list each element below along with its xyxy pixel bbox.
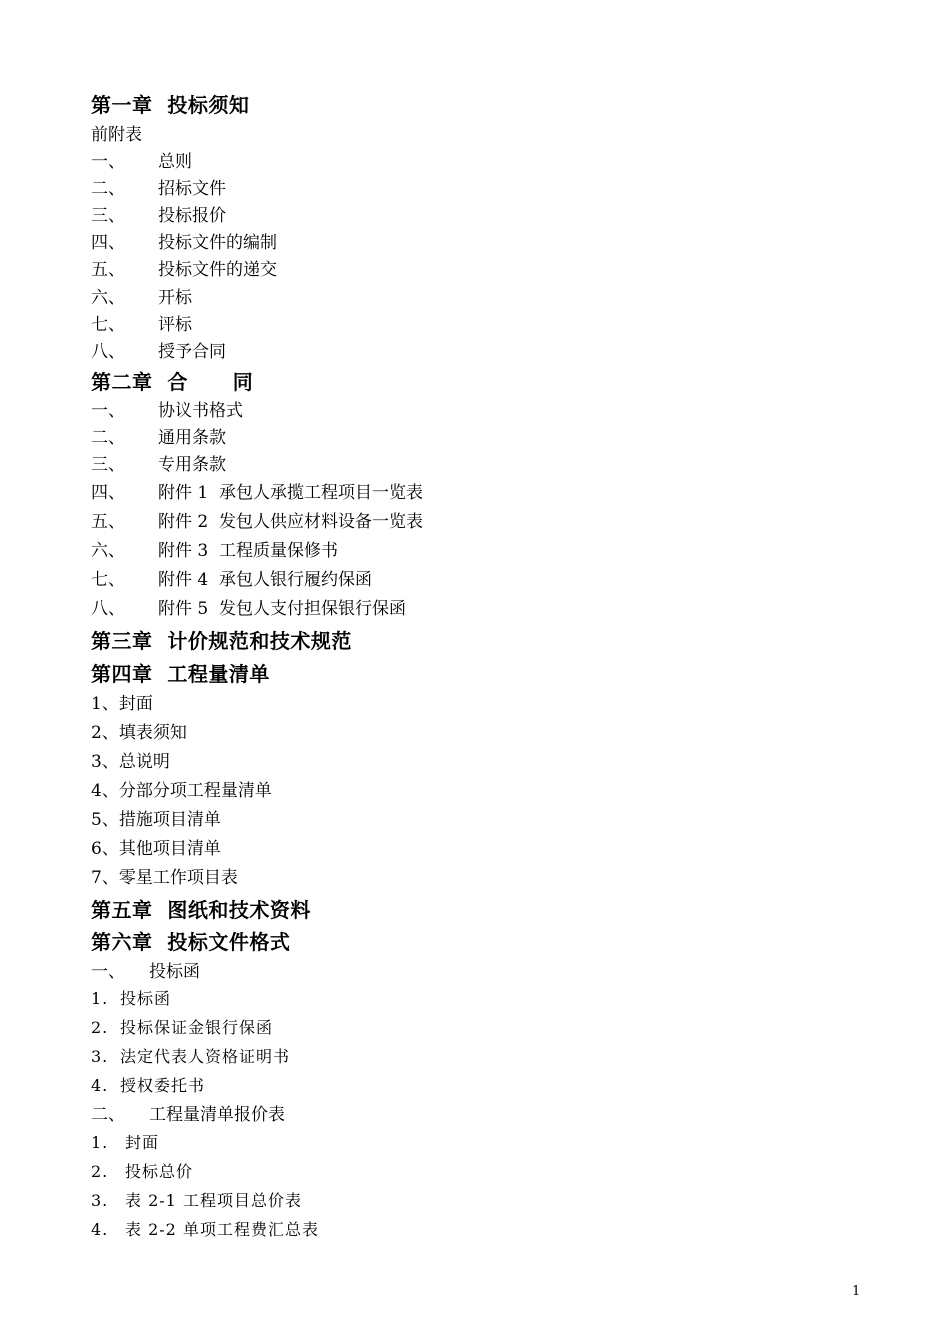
list-item: 4、分部分项工程量清单: [91, 781, 272, 801]
sub-item-number: 1.: [91, 989, 109, 1008]
sub-item-text: 投标函: [120, 989, 172, 1008]
section-text: 投标函: [149, 962, 200, 982]
list-item: 2、填表须知: [91, 723, 187, 743]
item-text: 附件 4 承包人银行履约保函: [158, 570, 373, 590]
list-item: 6、其他项目清单: [91, 839, 221, 859]
page-number: 1: [852, 1284, 861, 1299]
sub-item-number: 4.: [91, 1220, 109, 1239]
section-number: 一、: [91, 962, 125, 982]
item-text: 授予合同: [158, 342, 226, 362]
item-text: 评标: [158, 315, 192, 335]
item-text: 专用条款: [158, 455, 226, 475]
sub-item-text: 授权委托书: [120, 1076, 206, 1095]
item-text: 附件 5 发包人支付担保银行保函: [158, 599, 407, 619]
item-number: 三、: [91, 455, 125, 475]
item-text: 招标文件: [158, 179, 226, 199]
list-item: 3、总说明: [91, 752, 170, 772]
item-text: 投标报价: [158, 206, 226, 226]
item-number: 五、: [91, 512, 125, 532]
toc-item: [91, 262, 277, 279]
toc-item: [91, 154, 192, 171]
sub-item: [91, 1078, 205, 1094]
item-number: 八、: [91, 342, 125, 362]
sub-item-number: 1.: [91, 1133, 109, 1152]
item-number: 一、: [91, 152, 125, 172]
item-number: 三、: [91, 206, 125, 226]
sub-item: [91, 991, 171, 1007]
sub-item: [91, 1020, 273, 1036]
item-text: 协议书格式: [158, 401, 243, 421]
item-text: 总则: [158, 152, 192, 172]
sub-item-number: 2.: [91, 1162, 109, 1181]
item-text: 通用条款: [158, 428, 226, 448]
toc-item: [91, 235, 277, 252]
front-table-heading: 前附表: [91, 125, 142, 145]
item-text: 附件 2 发包人供应材料设备一览表: [158, 512, 424, 532]
sub-item-number: 3.: [91, 1191, 109, 1210]
sub-item-number: 4.: [91, 1076, 109, 1095]
list-item: 7、零星工作项目表: [91, 868, 238, 888]
toc-item: [91, 457, 226, 474]
toc-item: [91, 344, 226, 361]
chapter-1-title: 第一章 投标须知: [91, 93, 250, 117]
toc-item: [91, 514, 423, 531]
sub-item: [91, 1193, 302, 1209]
chapter-2-title: 第二章 合 同: [91, 370, 254, 394]
sub-item: [91, 1049, 290, 1065]
section-heading: [91, 1107, 285, 1124]
sub-item: [91, 1222, 319, 1238]
item-number: 六、: [91, 288, 125, 308]
toc-item: [91, 430, 226, 447]
toc-item: [91, 181, 226, 198]
chapter-4-title: 第四章 工程量清单: [91, 662, 270, 686]
section-text: 工程量清单报价表: [149, 1105, 285, 1125]
item-number: 六、: [91, 541, 125, 561]
sub-item-text: 表 2-1 工程项目总价表: [125, 1191, 302, 1210]
item-number: 二、: [91, 428, 125, 448]
item-number: 七、: [91, 570, 125, 590]
sub-item-text: 封面: [125, 1133, 160, 1152]
item-text: 附件 3 工程质量保修书: [158, 541, 339, 561]
toc-item: [91, 485, 423, 502]
toc-item: [91, 317, 192, 334]
item-number: 四、: [91, 233, 125, 253]
item-number: 一、: [91, 401, 125, 421]
toc-item: [91, 290, 192, 307]
sub-item-number: 3.: [91, 1047, 109, 1066]
sub-item: [91, 1164, 193, 1180]
item-number: 二、: [91, 179, 125, 199]
item-number: 五、: [91, 260, 125, 280]
section-heading: [91, 964, 200, 981]
sub-item-text: 投标保证金银行保函: [120, 1018, 274, 1037]
toc-item: [91, 403, 243, 420]
sub-item-text: 投标总价: [125, 1162, 194, 1181]
sub-item-text: 法定代表人资格证明书: [120, 1047, 291, 1066]
toc-item: [91, 572, 372, 589]
sub-item-number: 2.: [91, 1018, 109, 1037]
chapter-3-title: 第三章 计价规范和技术规范: [91, 629, 352, 653]
item-text: 投标文件的编制: [158, 233, 277, 253]
chapter-5-title: 第五章 图纸和技术资料: [91, 898, 311, 922]
item-number: 四、: [91, 483, 125, 503]
list-item: 1、封面: [91, 694, 153, 714]
section-number: 二、: [91, 1105, 125, 1125]
sub-item: [91, 1135, 159, 1151]
sub-item-text: 表 2-2 单项工程费汇总表: [125, 1220, 319, 1239]
toc-item: [91, 208, 226, 225]
toc-item: [91, 543, 338, 560]
item-number: 七、: [91, 315, 125, 335]
item-number: 八、: [91, 599, 125, 619]
item-text: 投标文件的递交: [158, 260, 277, 280]
item-text: 开标: [158, 288, 192, 308]
list-item: 5、措施项目清单: [91, 810, 221, 830]
toc-item: [91, 601, 406, 618]
chapter-6-title: 第六章 投标文件格式: [91, 930, 291, 954]
item-text: 附件 1 承包人承揽工程项目一览表: [158, 483, 424, 503]
